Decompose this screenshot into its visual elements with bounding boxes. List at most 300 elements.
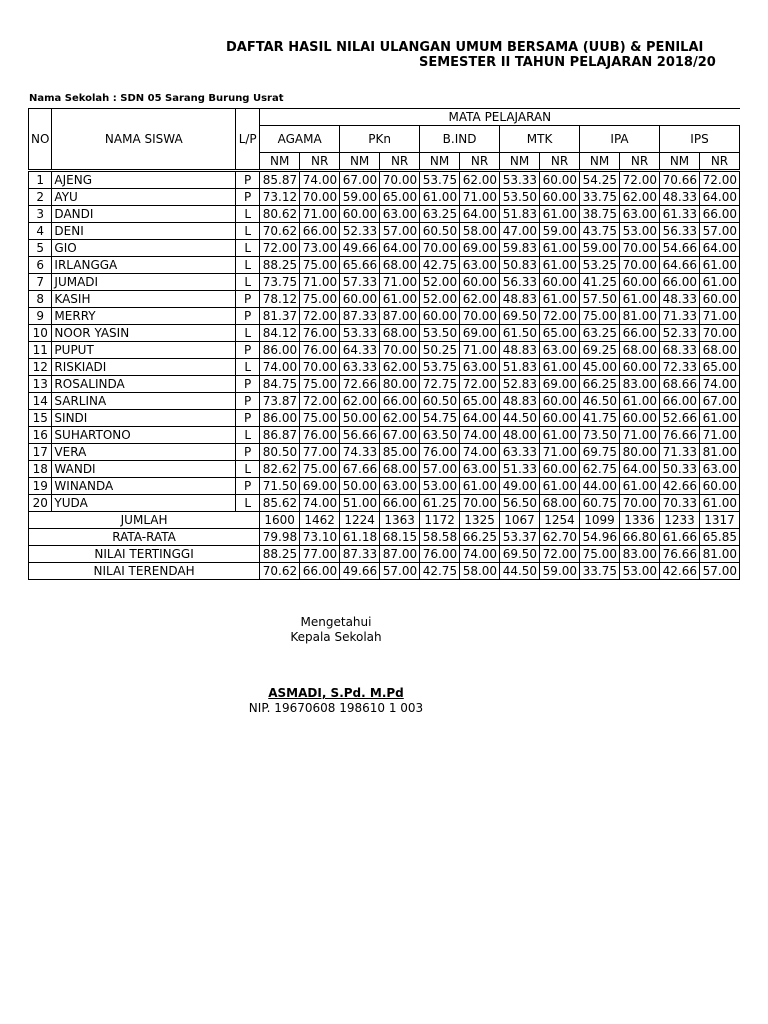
summary-value: 73.10 xyxy=(300,529,340,546)
cell-score: 64.00 xyxy=(620,461,660,478)
cell-score: 71.00 xyxy=(380,274,420,291)
cell-score: 54.66 xyxy=(660,240,700,257)
summary-value: 69.50 xyxy=(500,546,540,563)
cell-score: 76.00 xyxy=(420,444,460,461)
cell-name: AJENG xyxy=(52,172,236,189)
cell-score: 88.25 xyxy=(260,257,300,274)
cell-lp: L xyxy=(236,359,260,376)
cell-score: 63.00 xyxy=(540,342,580,359)
summary-value: 81.00 xyxy=(699,546,739,563)
header-nr: NR xyxy=(540,153,580,170)
cell-score: 57.50 xyxy=(580,291,620,308)
cell-score: 71.00 xyxy=(699,427,739,444)
cell-score: 33.75 xyxy=(580,189,620,206)
cell-score: 69.00 xyxy=(540,376,580,393)
cell-name: DANDI xyxy=(52,206,236,223)
summary-value: 1099 xyxy=(580,512,620,529)
table-row xyxy=(29,376,740,393)
cell-score: 74.00 xyxy=(699,376,739,393)
cell-score: 50.83 xyxy=(500,257,540,274)
cell-score: 58.00 xyxy=(460,223,500,240)
table-row xyxy=(29,410,740,427)
cell-score: 63.33 xyxy=(500,444,540,461)
cell-no: 8 xyxy=(29,291,52,308)
cell-score: 83.00 xyxy=(620,376,660,393)
cell-score: 57.00 xyxy=(420,461,460,478)
cell-score: 56.33 xyxy=(660,223,700,240)
cell-score: 60.50 xyxy=(420,223,460,240)
cell-score: 63.50 xyxy=(420,427,460,444)
cell-score: 69.00 xyxy=(460,325,500,342)
summary-row xyxy=(29,512,740,529)
cell-score: 80.00 xyxy=(620,444,660,461)
cell-score: 54.25 xyxy=(580,172,620,189)
cell-score: 62.00 xyxy=(380,410,420,427)
table-row xyxy=(29,478,740,495)
cell-score: 44.50 xyxy=(500,410,540,427)
cell-name: DENI xyxy=(52,223,236,240)
cell-score: 68.33 xyxy=(660,342,700,359)
cell-score: 75.00 xyxy=(300,291,340,308)
cell-no: 4 xyxy=(29,223,52,240)
cell-score: 70.00 xyxy=(420,240,460,257)
cell-score: 71.00 xyxy=(460,342,500,359)
cell-score: 64.00 xyxy=(380,240,420,257)
summary-value: 1462 xyxy=(300,512,340,529)
header-nr: NR xyxy=(699,153,739,170)
cell-no: 11 xyxy=(29,342,52,359)
table-row xyxy=(29,308,740,325)
cell-no: 16 xyxy=(29,427,52,444)
cell-score: 71.00 xyxy=(300,206,340,223)
table-row xyxy=(29,359,740,376)
cell-score: 75.00 xyxy=(300,461,340,478)
cell-score: 71.33 xyxy=(660,444,700,461)
table-row xyxy=(29,427,740,444)
cell-score: 60.00 xyxy=(620,410,660,427)
cell-score: 75.00 xyxy=(580,308,620,325)
cell-score: 61.00 xyxy=(699,274,739,291)
cell-score: 50.00 xyxy=(340,410,380,427)
cell-score: 73.87 xyxy=(260,393,300,410)
cell-score: 60.00 xyxy=(540,189,580,206)
cell-name: WINANDA xyxy=(52,478,236,495)
cell-score: 65.00 xyxy=(699,359,739,376)
cell-score: 54.75 xyxy=(420,410,460,427)
cell-lp: L xyxy=(236,257,260,274)
cell-score: 68.00 xyxy=(380,461,420,478)
cell-score: 60.50 xyxy=(420,393,460,410)
page-title: DAFTAR HASIL NILAI ULANGAN UMUM BERSAMA (UUB) & PENILAI xyxy=(226,40,704,55)
cell-score: 70.62 xyxy=(260,223,300,240)
cell-score: 59.00 xyxy=(340,189,380,206)
cell-score: 52.33 xyxy=(340,223,380,240)
cell-score: 70.66 xyxy=(660,172,700,189)
cell-score: 64.00 xyxy=(699,240,739,257)
cell-score: 72.66 xyxy=(340,376,380,393)
cell-score: 48.83 xyxy=(500,291,540,308)
cell-score: 62.00 xyxy=(340,393,380,410)
cell-score: 76.00 xyxy=(300,427,340,444)
summary-value: 88.25 xyxy=(260,546,300,563)
cell-name: MERRY xyxy=(52,308,236,325)
cell-score: 61.00 xyxy=(699,495,739,512)
cell-score: 48.33 xyxy=(660,291,700,308)
summary-value: 1233 xyxy=(660,512,700,529)
summary-value: 70.62 xyxy=(260,563,300,580)
cell-no: 17 xyxy=(29,444,52,461)
header-lp: L/P xyxy=(236,109,260,170)
cell-lp: P xyxy=(236,410,260,427)
summary-value: 74.00 xyxy=(460,546,500,563)
cell-name: KASIH xyxy=(52,291,236,308)
cell-score: 64.00 xyxy=(460,410,500,427)
cell-score: 69.25 xyxy=(580,342,620,359)
cell-score: 66.00 xyxy=(660,274,700,291)
cell-score: 57.00 xyxy=(699,223,739,240)
cell-score: 50.33 xyxy=(660,461,700,478)
cell-score: 48.83 xyxy=(500,342,540,359)
signature-acknowledge: Mengetahui xyxy=(300,615,372,629)
cell-score: 48.00 xyxy=(500,427,540,444)
cell-score: 70.00 xyxy=(620,257,660,274)
cell-score: 70.00 xyxy=(300,189,340,206)
cell-score: 80.62 xyxy=(260,206,300,223)
header-nm: NM xyxy=(660,153,700,170)
grades-table xyxy=(28,108,740,580)
cell-score: 38.75 xyxy=(580,206,620,223)
cell-score: 80.00 xyxy=(380,376,420,393)
summary-value: 76.00 xyxy=(420,546,460,563)
cell-score: 69.50 xyxy=(500,308,540,325)
cell-lp: P xyxy=(236,189,260,206)
cell-score: 56.33 xyxy=(500,274,540,291)
cell-score: 60.00 xyxy=(540,410,580,427)
summary-value: 1224 xyxy=(340,512,380,529)
cell-score: 52.83 xyxy=(500,376,540,393)
cell-score: 72.00 xyxy=(620,172,660,189)
summary-value: 59.00 xyxy=(540,563,580,580)
cell-score: 61.25 xyxy=(420,495,460,512)
summary-value: 87.00 xyxy=(380,546,420,563)
cell-score: 60.00 xyxy=(540,461,580,478)
header-subject: B.IND xyxy=(420,126,500,153)
cell-score: 53.25 xyxy=(580,257,620,274)
cell-no: 6 xyxy=(29,257,52,274)
summary-value: 1363 xyxy=(380,512,420,529)
cell-score: 68.00 xyxy=(380,325,420,342)
cell-score: 76.66 xyxy=(660,427,700,444)
table-row xyxy=(29,325,740,342)
cell-no: 18 xyxy=(29,461,52,478)
cell-score: 60.00 xyxy=(540,172,580,189)
cell-score: 53.33 xyxy=(500,172,540,189)
cell-score: 65.00 xyxy=(380,189,420,206)
cell-score: 63.00 xyxy=(380,206,420,223)
cell-score: 42.66 xyxy=(660,478,700,495)
cell-score: 74.00 xyxy=(260,359,300,376)
cell-score: 72.75 xyxy=(420,376,460,393)
cell-score: 86.00 xyxy=(260,410,300,427)
summary-value: 57.00 xyxy=(380,563,420,580)
summary-value: 66.00 xyxy=(300,563,340,580)
header-nm: NM xyxy=(340,153,380,170)
summary-value: 1172 xyxy=(420,512,460,529)
cell-score: 70.00 xyxy=(620,495,660,512)
summary-value: 33.75 xyxy=(580,563,620,580)
cell-score: 67.66 xyxy=(340,461,380,478)
cell-score: 63.25 xyxy=(420,206,460,223)
cell-name: SUHARTONO xyxy=(52,427,236,444)
signature-name: ASMADI, S.Pd. M.Pd xyxy=(268,686,404,700)
cell-score: 73.12 xyxy=(260,189,300,206)
cell-score: 63.00 xyxy=(460,461,500,478)
cell-score: 67.00 xyxy=(340,172,380,189)
cell-score: 84.75 xyxy=(260,376,300,393)
cell-no: 10 xyxy=(29,325,52,342)
cell-lp: L xyxy=(236,461,260,478)
cell-score: 51.00 xyxy=(340,495,380,512)
header-nm: NM xyxy=(580,153,620,170)
cell-score: 62.00 xyxy=(620,189,660,206)
summary-value: 1600 xyxy=(260,512,300,529)
cell-score: 66.00 xyxy=(300,223,340,240)
cell-lp: P xyxy=(236,172,260,189)
cell-score: 72.00 xyxy=(540,308,580,325)
cell-score: 74.00 xyxy=(300,495,340,512)
cell-score: 78.12 xyxy=(260,291,300,308)
cell-score: 64.00 xyxy=(699,189,739,206)
cell-score: 85.00 xyxy=(380,444,420,461)
cell-score: 70.00 xyxy=(460,308,500,325)
cell-no: 9 xyxy=(29,308,52,325)
cell-score: 53.75 xyxy=(420,172,460,189)
cell-name: PUPUT xyxy=(52,342,236,359)
cell-lp: L xyxy=(236,495,260,512)
table-row xyxy=(29,495,740,512)
cell-name: NOOR YASIN xyxy=(52,325,236,342)
header-nm: NM xyxy=(420,153,460,170)
cell-score: 42.75 xyxy=(420,257,460,274)
cell-score: 41.75 xyxy=(580,410,620,427)
cell-score: 67.00 xyxy=(380,427,420,444)
summary-value: 66.80 xyxy=(620,529,660,546)
header-nm: NM xyxy=(500,153,540,170)
cell-score: 60.00 xyxy=(699,478,739,495)
cell-score: 74.00 xyxy=(460,427,500,444)
cell-score: 73.50 xyxy=(580,427,620,444)
cell-score: 63.25 xyxy=(580,325,620,342)
table-row xyxy=(29,172,740,189)
cell-no: 14 xyxy=(29,393,52,410)
cell-score: 65.66 xyxy=(340,257,380,274)
school-name: Nama Sekolah : SDN 05 Sarang Burung Usrat xyxy=(29,93,284,104)
header-subject: MTK xyxy=(500,126,580,153)
cell-name: RISKIADI xyxy=(52,359,236,376)
cell-lp: P xyxy=(236,478,260,495)
cell-name: VERA xyxy=(52,444,236,461)
cell-lp: P xyxy=(236,342,260,359)
cell-score: 61.00 xyxy=(620,291,660,308)
cell-score: 60.00 xyxy=(540,393,580,410)
cell-score: 59.00 xyxy=(540,223,580,240)
header-nr: NR xyxy=(620,153,660,170)
table-row xyxy=(29,393,740,410)
cell-score: 52.00 xyxy=(420,291,460,308)
cell-name: JUMADI xyxy=(52,274,236,291)
cell-score: 61.33 xyxy=(660,206,700,223)
summary-value: 53.37 xyxy=(500,529,540,546)
cell-score: 57.00 xyxy=(380,223,420,240)
cell-score: 66.00 xyxy=(699,206,739,223)
cell-score: 53.33 xyxy=(340,325,380,342)
cell-lp: L xyxy=(236,427,260,444)
cell-score: 71.00 xyxy=(620,427,660,444)
cell-score: 70.00 xyxy=(380,342,420,359)
cell-score: 66.00 xyxy=(380,495,420,512)
cell-score: 68.00 xyxy=(620,342,660,359)
cell-score: 61.00 xyxy=(540,257,580,274)
cell-score: 60.00 xyxy=(460,274,500,291)
cell-score: 71.00 xyxy=(699,308,739,325)
cell-score: 64.66 xyxy=(660,257,700,274)
summary-value: 61.18 xyxy=(340,529,380,546)
summary-value: 42.75 xyxy=(420,563,460,580)
summary-value: 53.00 xyxy=(620,563,660,580)
table-row xyxy=(29,274,740,291)
cell-score: 41.25 xyxy=(580,274,620,291)
summary-value: 77.00 xyxy=(300,546,340,563)
summary-value: 1325 xyxy=(460,512,500,529)
cell-score: 74.33 xyxy=(340,444,380,461)
cell-score: 51.33 xyxy=(500,461,540,478)
cell-score: 53.75 xyxy=(420,359,460,376)
cell-score: 67.00 xyxy=(699,393,739,410)
table-row xyxy=(29,291,740,308)
summary-value: 62.70 xyxy=(540,529,580,546)
cell-score: 69.75 xyxy=(580,444,620,461)
cell-name: SINDI xyxy=(52,410,236,427)
cell-no: 2 xyxy=(29,189,52,206)
summary-value: 49.66 xyxy=(340,563,380,580)
summary-value: 57.00 xyxy=(699,563,739,580)
cell-score: 60.00 xyxy=(620,359,660,376)
cell-score: 68.00 xyxy=(699,342,739,359)
cell-score: 61.00 xyxy=(699,257,739,274)
cell-score: 61.00 xyxy=(540,291,580,308)
cell-no: 3 xyxy=(29,206,52,223)
cell-score: 61.00 xyxy=(460,478,500,495)
table-row xyxy=(29,461,740,478)
cell-score: 72.00 xyxy=(260,240,300,257)
cell-score: 61.00 xyxy=(540,427,580,444)
summary-label: JUMLAH xyxy=(29,512,260,529)
cell-score: 63.00 xyxy=(460,359,500,376)
cell-score: 72.00 xyxy=(300,393,340,410)
cell-score: 71.33 xyxy=(660,308,700,325)
cell-score: 61.00 xyxy=(620,478,660,495)
summary-value: 58.00 xyxy=(460,563,500,580)
summary-value: 79.98 xyxy=(260,529,300,546)
cell-score: 60.00 xyxy=(699,291,739,308)
summary-row xyxy=(29,546,740,563)
cell-score: 69.00 xyxy=(300,478,340,495)
cell-score: 68.00 xyxy=(380,257,420,274)
cell-score: 63.33 xyxy=(340,359,380,376)
cell-score: 57.33 xyxy=(340,274,380,291)
cell-score: 70.00 xyxy=(699,325,739,342)
cell-score: 50.00 xyxy=(340,478,380,495)
cell-score: 84.12 xyxy=(260,325,300,342)
cell-score: 62.00 xyxy=(380,359,420,376)
cell-score: 74.00 xyxy=(300,172,340,189)
summary-value: 1067 xyxy=(500,512,540,529)
cell-score: 49.00 xyxy=(500,478,540,495)
table-row xyxy=(29,189,740,206)
cell-score: 66.00 xyxy=(380,393,420,410)
summary-row xyxy=(29,563,740,580)
cell-score: 70.00 xyxy=(460,495,500,512)
signature-nip: NIP. 19670608 198610 1 003 xyxy=(248,701,424,715)
cell-name: ROSALINDA xyxy=(52,376,236,393)
cell-score: 66.00 xyxy=(660,393,700,410)
cell-score: 48.83 xyxy=(500,393,540,410)
cell-score: 61.00 xyxy=(540,206,580,223)
cell-score: 87.00 xyxy=(380,308,420,325)
summary-value: 44.50 xyxy=(500,563,540,580)
cell-score: 61.00 xyxy=(540,478,580,495)
cell-score: 66.00 xyxy=(620,325,660,342)
cell-lp: P xyxy=(236,376,260,393)
cell-no: 5 xyxy=(29,240,52,257)
cell-score: 68.00 xyxy=(540,495,580,512)
cell-no: 1 xyxy=(29,172,52,189)
cell-score: 61.00 xyxy=(699,410,739,427)
cell-score: 72.33 xyxy=(660,359,700,376)
summary-value: 75.00 xyxy=(580,546,620,563)
cell-score: 63.00 xyxy=(620,206,660,223)
cell-score: 56.66 xyxy=(340,427,380,444)
cell-score: 71.00 xyxy=(460,189,500,206)
cell-score: 60.00 xyxy=(340,206,380,223)
header-nr: NR xyxy=(300,153,340,170)
cell-score: 81.37 xyxy=(260,308,300,325)
header-name: NAMA SISWA xyxy=(52,109,236,170)
header-nr: NR xyxy=(380,153,420,170)
cell-score: 87.33 xyxy=(340,308,380,325)
cell-no: 15 xyxy=(29,410,52,427)
cell-score: 75.00 xyxy=(300,257,340,274)
cell-name: IRLANGGA xyxy=(52,257,236,274)
cell-name: YUDA xyxy=(52,495,236,512)
cell-score: 62.00 xyxy=(460,291,500,308)
summary-row xyxy=(29,529,740,546)
cell-score: 63.00 xyxy=(460,257,500,274)
cell-score: 70.00 xyxy=(300,359,340,376)
summary-value: 83.00 xyxy=(620,546,660,563)
cell-score: 66.25 xyxy=(580,376,620,393)
cell-score: 43.75 xyxy=(580,223,620,240)
header-subject: AGAMA xyxy=(260,126,340,153)
cell-score: 72.00 xyxy=(699,172,739,189)
summary-value: 87.33 xyxy=(340,546,380,563)
cell-score: 63.00 xyxy=(699,461,739,478)
cell-score: 75.00 xyxy=(300,376,340,393)
cell-score: 73.75 xyxy=(260,274,300,291)
cell-score: 61.00 xyxy=(540,240,580,257)
cell-name: SARLINA xyxy=(52,393,236,410)
cell-score: 72.00 xyxy=(460,376,500,393)
